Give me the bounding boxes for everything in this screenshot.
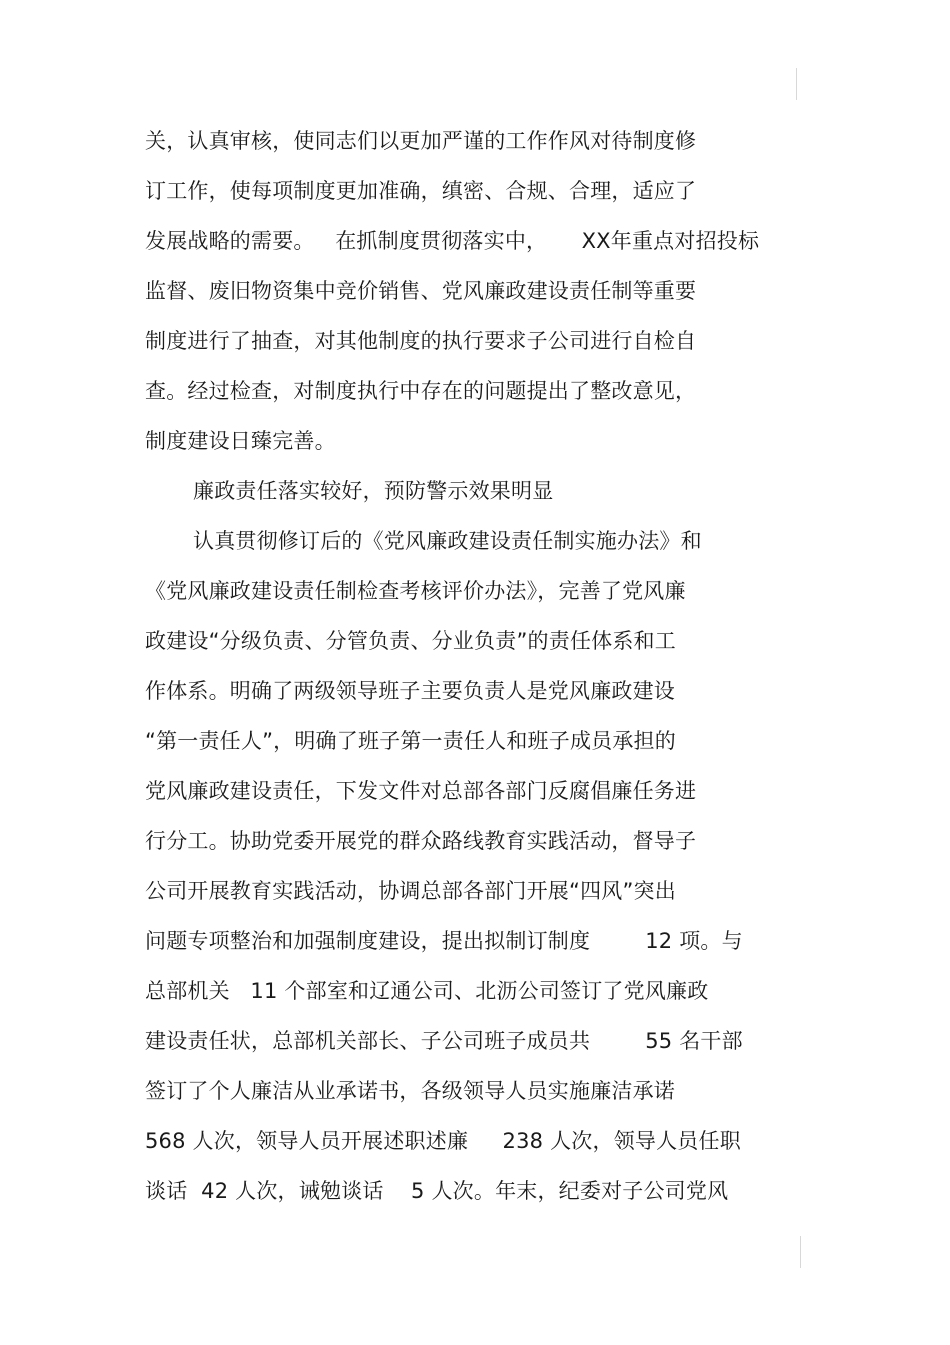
text-line: 发展战略的需要。 在抓制度贯彻落实中， XX年重点对招投标 <box>145 229 760 253</box>
text-line: 制度建设日臻完善。 <box>145 429 336 453</box>
section-heading: 廉政责任落实较好，预防警示效果明显 <box>193 479 554 503</box>
text-line: 问题专项整治和加强制度建设，提出拟制订制度 12 项。与 <box>145 929 743 953</box>
text-line: 谈话 42 人次，诫勉谈话 5 人次。年末，纪委对子公司党风 <box>145 1179 729 1203</box>
text-line: 作体系。明确了两级领导班子主要负责人是党风廉政建设 <box>145 679 675 703</box>
text-line: 党风廉政建设责任，下发文件对总部各部门反腐倡廉任务进 <box>145 779 697 803</box>
text-line: 行分工。协助党委开展党的群众路线教育实践活动，督导子 <box>145 829 697 853</box>
text-line: “第一责任人”，明确了班子第一责任人和班子成员承担的 <box>145 729 676 753</box>
text-line: 关，认真审核，使同志们以更加严谨的工作作风对待制度修 <box>145 129 697 153</box>
text-line: 公司开展教育实践活动，协调总部各部门开展“四风”突出 <box>145 879 676 903</box>
text-line: 政建设“分级负责、分管负责、分业负责”的责任体系和工 <box>145 629 676 653</box>
text-line: 监督、废旧物资集中竞价销售、党风廉政建设责任制等重要 <box>145 279 697 303</box>
margin-mark-top <box>796 68 797 100</box>
text-line: 568 人次，领导人员开展述职述廉 238 人次，领导人员任职 <box>145 1129 741 1153</box>
text-line: 认真贯彻修订后的《党风廉政建设责任制实施办法》和 <box>193 529 702 553</box>
text-line: 查。经过检查，对制度执行中存在的问题提出了整改意见， <box>145 379 697 403</box>
margin-mark-bottom <box>800 1236 801 1268</box>
text-line: 签订了个人廉洁从业承诺书，各级领导人员实施廉洁承诺 <box>145 1079 675 1103</box>
text-line: 建设责任状，总部机关部长、子公司班子成员共 55 名干部 <box>145 1029 743 1053</box>
text-line: 订工作，使每项制度更加准确，缜密、合规、合理，适应了 <box>145 179 697 203</box>
text-line: 《党风廉政建设责任制检查考核评价办法》，完善了党风廉 <box>145 579 686 603</box>
text-line: 总部机关 11 个部室和辽通公司、北沥公司签订了党风廉政 <box>145 979 709 1003</box>
text-line: 制度进行了抽查，对其他制度的执行要求子公司进行自检自 <box>145 329 697 353</box>
